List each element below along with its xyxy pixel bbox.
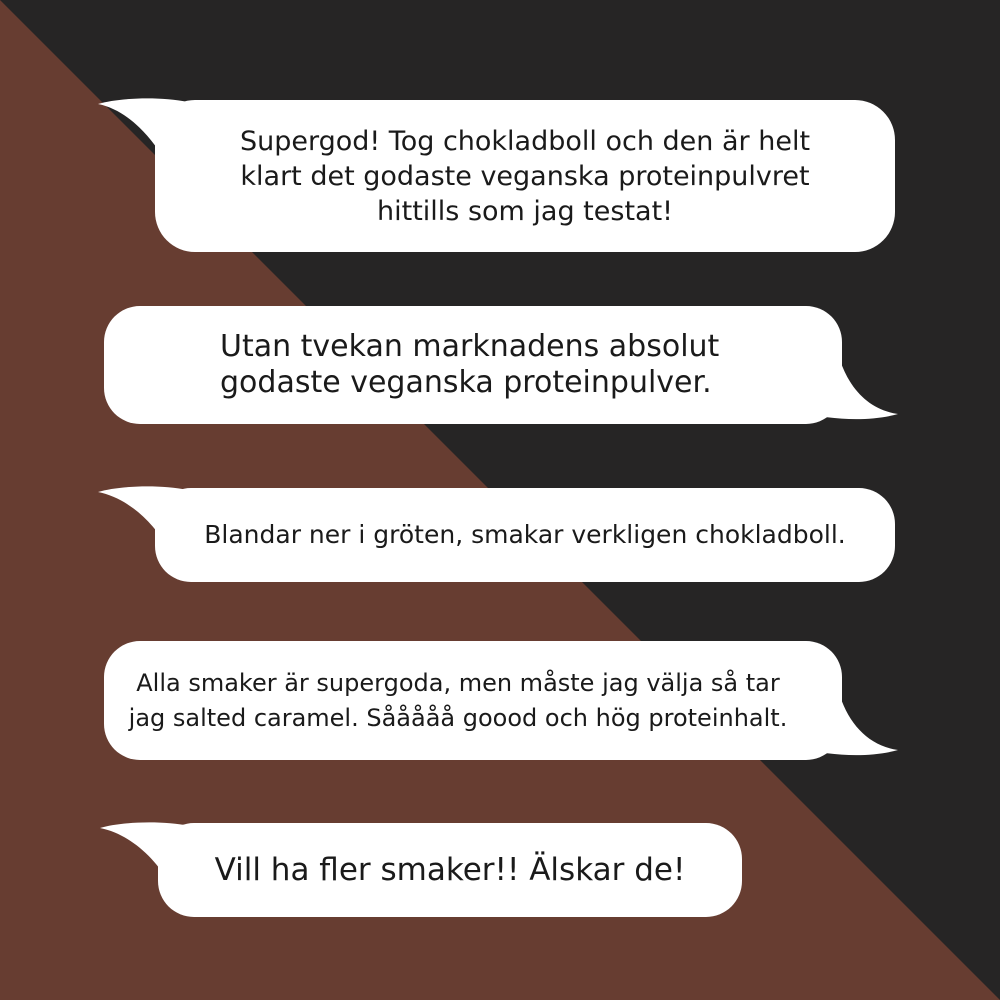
quote-text-1: Supergod! Tog chokladboll och den är helt klart det godaste veganska proteinpulvret hittills som jag testat! (239, 125, 811, 227)
speech-bubble-4 (104, 641, 842, 760)
speech-bubble-2 (104, 306, 842, 424)
speech-bubble-1 (155, 100, 895, 252)
quote-text-3: Blandar ner i gröten, smakar verkligen chokladboll. (204, 520, 846, 549)
speech-bubble-3 (155, 488, 895, 582)
quote-text-2: Utan tvekan marknadens absolut godaste veganska proteinpulver. (220, 329, 720, 400)
quote-text-4: Alla smaker är supergoda, men måste jag välja så tar jag salted caramel. Sååååå goood och hög proteinhalt. (128, 668, 788, 732)
speech-bubble-5 (158, 823, 742, 917)
quote-text-5: Vill ha fler smaker!! Älskar de! (214, 852, 686, 888)
